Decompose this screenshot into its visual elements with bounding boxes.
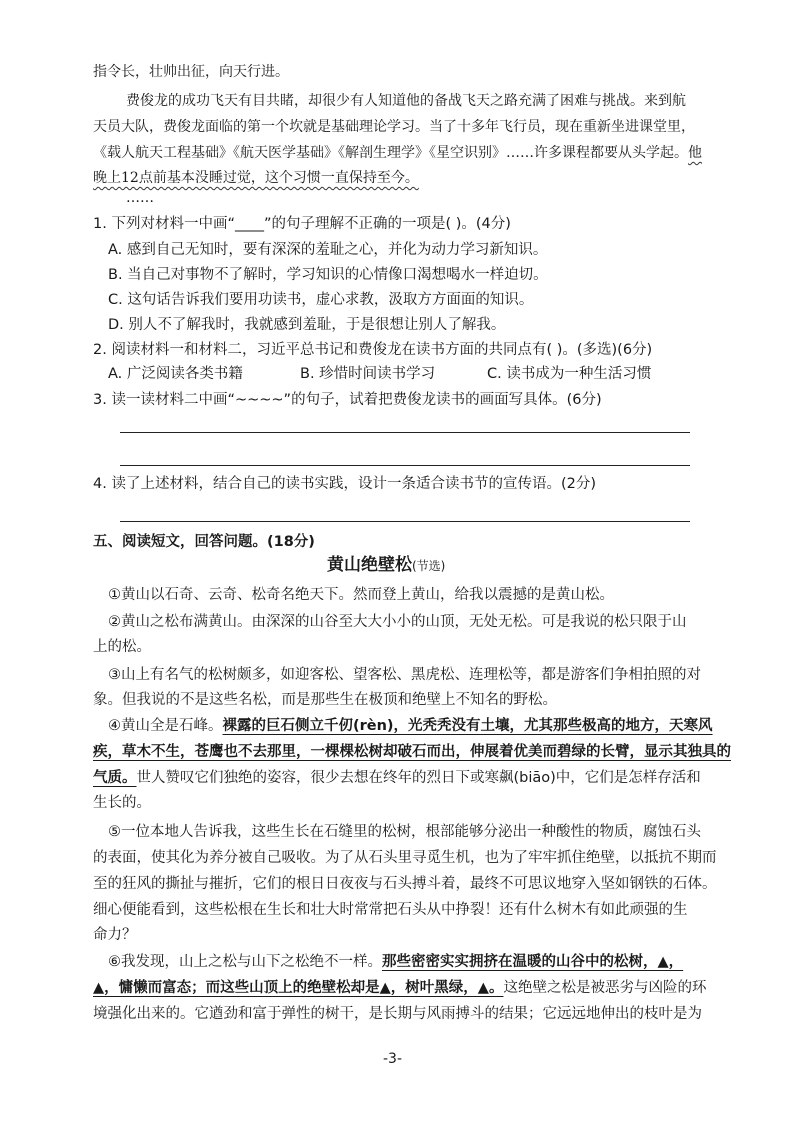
material-text: 《载人航天工程基础》《航天医学基础》《解剖生理学》《星空识别》……许多课程都要从头学起。 — [93, 145, 688, 161]
question-4: 4. 读了上述材料，结合自己的读书实践，设计一条适合读书节的宣传语。(2分) — [93, 476, 596, 492]
q2-option-c: C. 读书成为一种生活习惯 — [487, 366, 652, 382]
passage-line — [93, 742, 731, 762]
question-3: 3. 读一读材料二中画“~~~~”的句子，试着把费俊龙读书的画面写具体。(6分) — [93, 392, 602, 408]
passage-line: 至的狂风的撕扯与摧折，它们的根日日夜夜与石头搏斗着，最终不可思议地穿入坚如钢铁的石体。 — [93, 876, 717, 892]
ellipsis: …… — [126, 190, 154, 206]
underlined-sentence: 裸露的巨石侧立千仞(rèn)，光秃秃没有土壤，尤其那些极高的地方，天寒风 — [222, 718, 713, 734]
q1-option-a: A. 感到自己无知时，要有深深的羞耻之心，并化为动力学习新知识。 — [108, 242, 548, 258]
wavy-underlined-sentence: 晚上12点前基本没睡过觉，这个习惯一直保持至今。 — [93, 170, 419, 186]
passage-line: 象。但我说的不是这些名松，而是那些生在极顶和绝壁上不知名的野松。 — [93, 692, 557, 708]
material-line — [93, 143, 702, 163]
answer-line[interactable] — [120, 521, 690, 522]
passage-text: 世人赞叹它们独绝的姿容，很少去想在终年的烈日下或寒飙(biāo)中，它们是怎样存活和 — [136, 770, 701, 786]
passage-line: 细心便能看到，这些松根在生长和壮大时常常把石头从中挣裂！还有什么树木有如此顽强的生 — [93, 902, 688, 918]
passage-text: ④黄山全是石峰。 — [108, 718, 223, 734]
passage-title-text: 黄山绝壁松 — [327, 555, 412, 575]
question-2: 2. 阅读材料一和材料二，习近平总书记和费俊龙在读书方面的共同点有( )。(多选)(6分) — [93, 342, 653, 358]
q1-option-d: D. 别人不了解我时，我就感到羞耻，于是很想让别人了解我。 — [108, 317, 506, 333]
passage-line — [93, 768, 701, 788]
passage-title-note: (节选) — [412, 559, 446, 573]
passage-title — [327, 555, 445, 576]
passage-line: 上的松。 — [93, 639, 151, 655]
passage-line: 命力？ — [93, 927, 137, 943]
material-line: 费俊龙的成功飞天有目共睹，却很少有人知道他的备战飞天之路充满了困难与挑战。来到航 — [126, 93, 686, 109]
underlined-sentence: 气质。 — [93, 770, 137, 786]
passage-line: 生长的。 — [93, 795, 151, 811]
page-number: -3- — [383, 1051, 403, 1067]
passage-paragraph-6 — [108, 952, 683, 972]
q1-option-c: C. 这句话告诉我们要用功读书，虚心求教，汲取方方面面的知识。 — [108, 292, 534, 308]
q2-option-b: B. 珍惜时间读书学习 — [300, 366, 436, 382]
passage-paragraph-4 — [108, 716, 713, 736]
underlined-sentence: ▲，慵懒而富态；而这些山顶上的绝壁松却是▲，树叶黑绿，▲。 — [93, 980, 504, 996]
wavy-underlined-sentence: 他 — [688, 145, 702, 161]
material-line: 指令长，壮帅出征，向天行进。 — [93, 64, 289, 80]
q2-option-a: A. 广泛阅读各类书籍 — [108, 366, 243, 382]
question-1: 1. 下列对材料一中画“____”的句子理解不正确的一项是( )。(4分) — [93, 216, 511, 232]
passage-paragraph-2: ②黄山之松布满黄山。由深深的山谷至大大小小的山顶，无处无松。可是我说的松只限于山 — [108, 614, 687, 630]
material-line: 天员大队，费俊龙面临的第一个坎就是基础理论学习。当了十多年飞行员，现在重新坐进课堂里， — [93, 119, 695, 135]
passage-text: ⑥我发现，山上之松与山下之松绝不一样。 — [108, 954, 382, 970]
passage-line: 境强化出来的。它遒劲和富于弹性的树干，是长期与风雨搏斗的结果；它远远地伸出的枝叶是为 — [93, 1006, 702, 1022]
passage-paragraph-1: ①黄山以石奇、云奇、松奇名绝天下。然而登上黄山，给我以震撼的是黄山松。 — [108, 587, 614, 603]
passage-text: 这绝壁之松是被恶劣与凶险的环 — [503, 980, 707, 996]
material-line — [93, 168, 419, 188]
passage-paragraph-3: ③山上有名气的松树颇多，如迎客松、望客松、黑虎松、连理松等，都是游客们争相拍照的对 — [108, 667, 701, 683]
underlined-sentence: 疾，草木不生，苍鹰也不去那里，一棵棵松树却破石而出，伸展着优美而碧绿的长臂，显示其独具的 — [93, 744, 731, 760]
answer-line[interactable] — [120, 465, 690, 466]
passage-paragraph-5: ⑤一位本地人告诉我，这些生长在石缝里的松树，根部能够分泌出一种酸性的物质，腐蚀石头 — [108, 824, 701, 840]
q1-option-b: B. 当自己对事物不了解时，学习知识的心情像口渴想喝水一样迫切。 — [108, 267, 548, 283]
section-heading: 五、阅读短文，回答问题。(18分) — [93, 534, 315, 550]
underlined-sentence: 那些密密实实拥挤在温暖的山谷中的松树，▲， — [382, 954, 684, 970]
answer-line[interactable] — [120, 432, 690, 433]
passage-line: 的表面，使其化为养分被自己吸收。为了从石头里寻觅生机，也为了牢牢抓住绝壁，以抵抗不期而 — [93, 850, 717, 866]
passage-line — [93, 978, 706, 998]
